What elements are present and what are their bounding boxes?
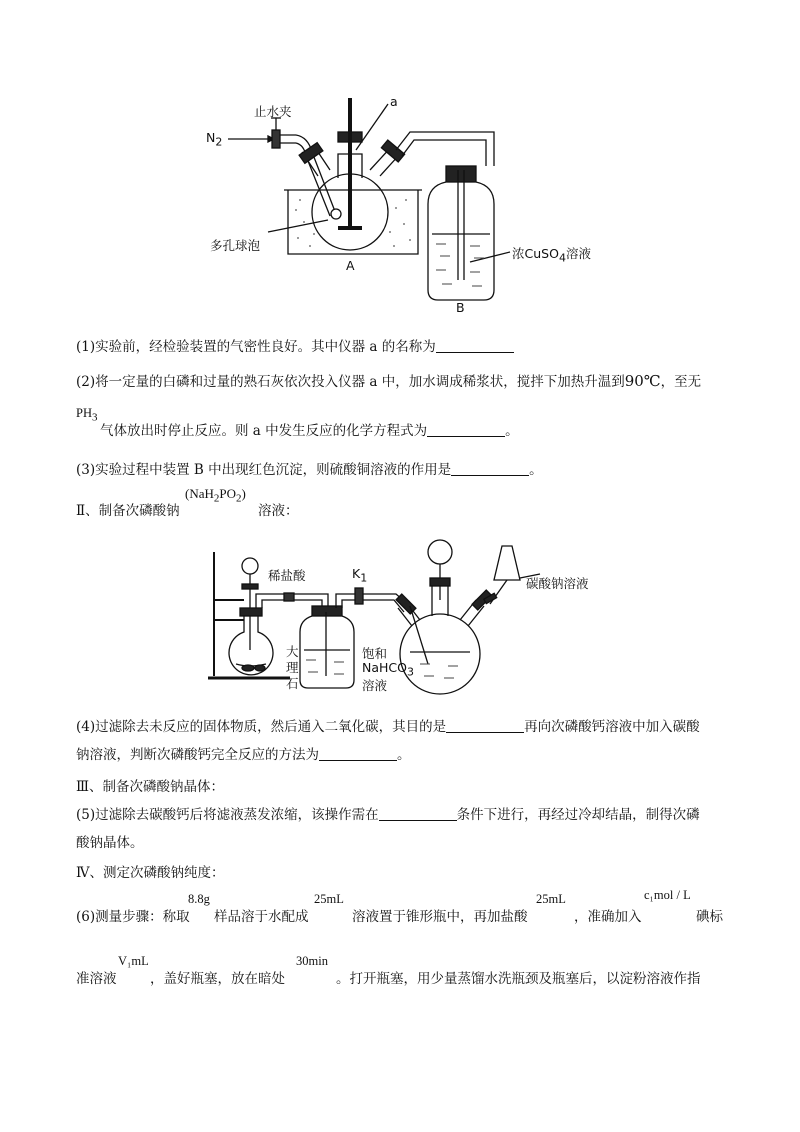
nahco3-label-2: NaHCO$_3$ bbox=[362, 660, 414, 679]
question-2-line-2: 气体放出时停止反应。则 a 中发生反应的化学方程式为 。 bbox=[100, 423, 519, 439]
apparatus-a-label: A bbox=[346, 258, 355, 273]
q6-volume-2: 25mL bbox=[536, 892, 566, 906]
q6-time: 30min bbox=[296, 954, 328, 968]
nahco3-label-3: 溶液 bbox=[362, 678, 388, 693]
marble-label-3: 石 bbox=[286, 676, 299, 691]
question-4-line-1: (4)过滤除去未反应的固体物质，然后通入二氧化碳，其目的是 再向次磷酸钙溶液中加入碳酸 bbox=[76, 719, 700, 735]
q6-volume-1: 25mL bbox=[314, 892, 344, 906]
marble-label-1: 大 bbox=[286, 644, 299, 659]
apparatus-b-label: B bbox=[456, 300, 465, 315]
q6-mass: 8.8g bbox=[188, 892, 210, 906]
sec2-formula: $(NaH_2PO_2)$ bbox=[185, 486, 246, 505]
instrument-a-label: a bbox=[390, 94, 398, 109]
apparatus-figure-1 bbox=[0, 0, 800, 320]
section-2-heading: Ⅱ、制备次磷酸钠 bbox=[76, 503, 180, 519]
question-5-line-2: 酸钠晶体。 bbox=[76, 835, 144, 851]
bubbler-label: 多孔球泡 bbox=[210, 238, 261, 253]
section-4-heading: Ⅳ、测定次磷酸钠纯度： bbox=[76, 865, 225, 881]
hcl-label: 稀盐酸 bbox=[268, 568, 306, 583]
question-2-line-1: (2)将一定量的白磷和过量的熟石灰依次投入仪器 a 中，加水调成稀浆状，搅拌下加热升温到90℃，至无 bbox=[76, 372, 702, 390]
nahco3-label-1: 饱和 bbox=[362, 646, 388, 661]
ph3-formula: $PH_3$ bbox=[76, 406, 98, 424]
section-3-heading: Ⅲ、制备次磷酸钠晶体： bbox=[76, 779, 225, 795]
question-6-e: 碘标 bbox=[696, 909, 723, 925]
question-6-c: 溶液置于锥形瓶中，再加盐酸 bbox=[352, 909, 528, 925]
na2co3-label: 碳酸钠溶液 bbox=[526, 576, 589, 591]
question-6-a: (6)测量步骤：称取 bbox=[76, 909, 190, 925]
question-4-line-2: 钠溶液，判断次磷酸钙完全反应的方法为 。 bbox=[76, 747, 411, 763]
question-6-h: 。打开瓶塞，用少量蒸馏水洗瓶颈及瓶塞后，以淀粉溶液作指 bbox=[336, 971, 701, 987]
clamp-label: 止水夹 bbox=[254, 104, 292, 119]
question-1: (1)实验前，经检验装置的气密性良好。其中仪器 a 的名称为 bbox=[76, 338, 514, 356]
question-6-d: ，准确加入 bbox=[574, 909, 642, 925]
n2-label: $N_2$ bbox=[206, 130, 223, 149]
marble-label-2: 理 bbox=[286, 660, 299, 675]
question-6-f: 准溶液 bbox=[76, 971, 117, 987]
q6-v1: V₁mL bbox=[118, 954, 149, 968]
section-2-end: 溶液： bbox=[258, 503, 299, 519]
cuso4-label: 浓CuSO$_4$溶液 bbox=[512, 246, 591, 265]
question-6-g: ，盖好瓶塞，放在暗处 bbox=[150, 971, 285, 987]
q6-concentration: c₁mol / L bbox=[644, 888, 691, 902]
question-5-line-1: (5)过滤除去碳酸钙后将滤液蒸发浓缩，该操作需在 条件下进行，再经过冷却结晶，制得次磷 bbox=[76, 807, 700, 823]
k1-label: $K_1$ bbox=[352, 566, 368, 585]
question-6-b: 样品溶于水配成 bbox=[214, 909, 309, 925]
question-3: (3)实验过程中装置 B 中出现红色沉淀，则硫酸铜溶液的作用是 。 bbox=[76, 462, 543, 478]
